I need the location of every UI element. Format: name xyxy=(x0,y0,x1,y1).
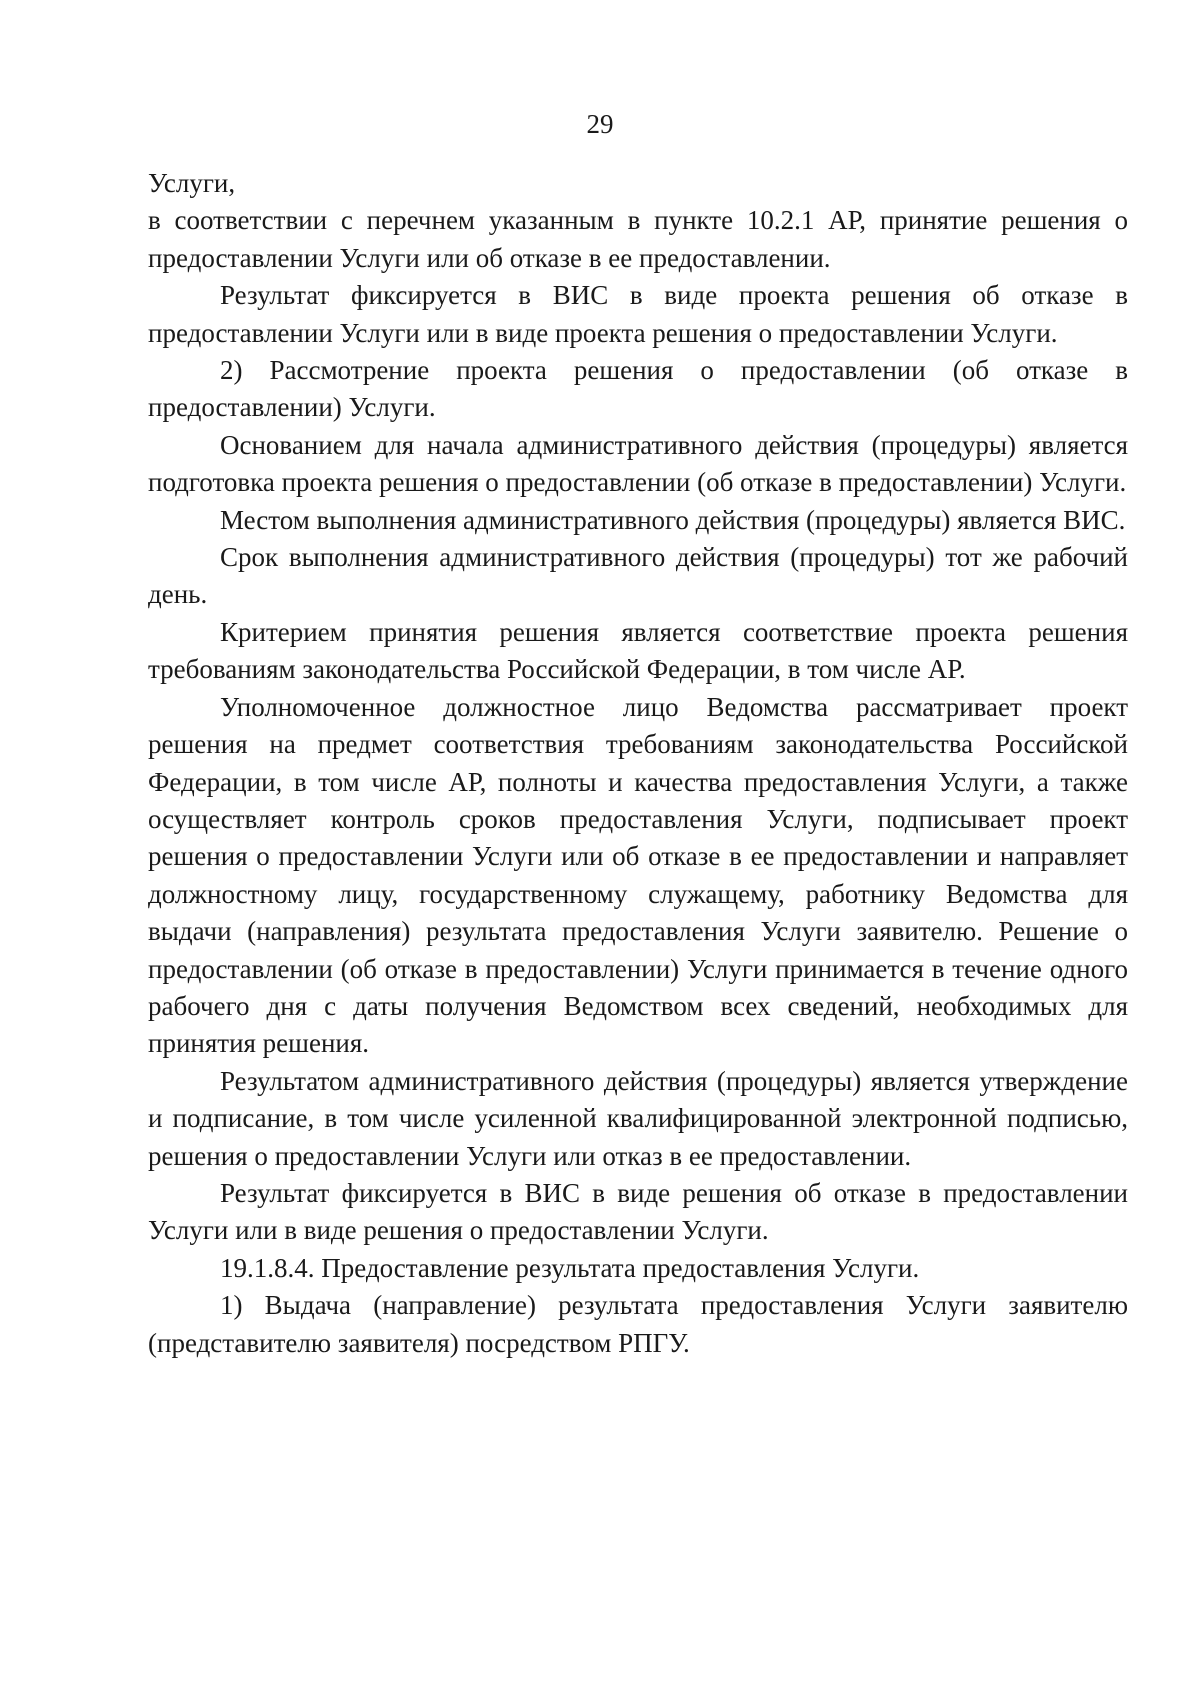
page-number: 29 xyxy=(586,109,614,139)
paragraph: Результат фиксируется в ВИС в виде проекта решения об отказе в предоставлении Услуги или в виде проекта решения о предоставлении Услуги. xyxy=(148,280,1128,348)
paragraph: Уполномоченное должностное лицо Ведомства рассматривает проект решения на предмет соответствия требованиям законодательства Российской Федерации, в том числе АР, полноты и качества предоставления Услуги, а также осуществляет контроль сроков предоставления Услуги, подписывает проект решения о предоставлении Услуги или об отказе в ее предоставлении и направляет должностному лицу, государственному служащему, работнику Ведомства для выдачи (направления) результата предоставления Услуги заявителю. Решение о предоставлении (об отказе в предоставлении) Услуги принимается в течение одного рабочего дня с даты получения Ведомством всех сведений, необходимых для принятия решения. xyxy=(148,691,1128,1059)
paragraph: 1) Выдача (направление) результата предоставления Услуги заявителю (представителю заявителя) посредством РПГУ. xyxy=(148,1290,1128,1358)
paragraph: в соответствии с перечнем указанным в пункте 10.2.1 АР, принятие решения о предоставлении Услуги или об отказе в ее предоставлении. xyxy=(148,205,1128,273)
paragraph: Результатом административного действия (процедуры) является утверждение и подписание, в том числе усиленной квалифицированной электронной подписью, решения о предоставлении Услуги или отказ в ее предоставлении. xyxy=(148,1065,1128,1171)
paragraph: Местом выполнения административного действия (процедуры) является ВИС. xyxy=(220,504,1126,535)
paragraph: Основанием для начала административного действия (процедуры) является подготовка проекта решения о предоставлении (об отказе в предоставлении) Услуги. xyxy=(148,429,1128,498)
body-text xyxy=(148,165,1128,1362)
paragraph: Критерием принятия решения является соответствие проекта решения требованиям законодательства Российской Федерации, в том числе АР. xyxy=(148,616,1128,685)
paragraph: Результат фиксируется в ВИС в виде решения об отказе в предоставлении Услуги или в виде решения о предоставлении Услуги. xyxy=(148,1177,1128,1246)
paragraph: 2) Рассмотрение проекта решения о предоставлении (об отказе в предоставлении) Услуги. xyxy=(148,355,1128,423)
paragraph: Срок выполнения административного действия (процедуры) тот же рабочий день. xyxy=(148,542,1128,610)
paragraph: 19.1.8.4. Предоставление результата предоставления Услуги. xyxy=(220,1252,920,1283)
paragraph: Услуги, xyxy=(148,168,236,198)
